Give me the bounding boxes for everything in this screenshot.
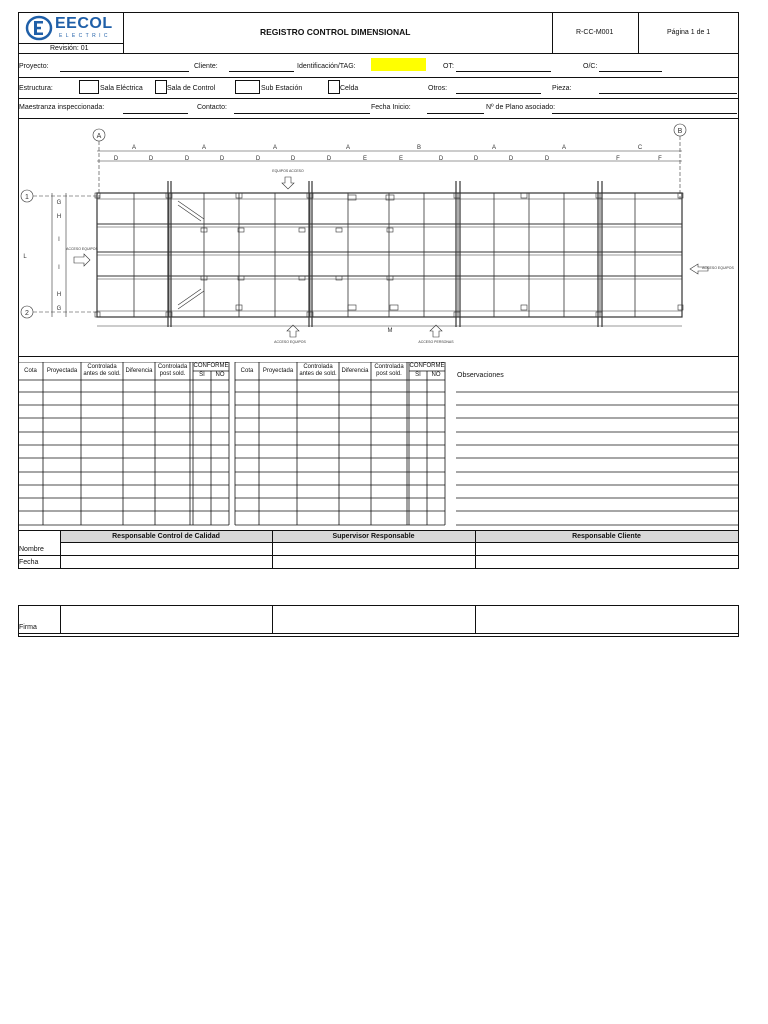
top-dim-label: C — [637, 145, 643, 151]
firma-bottom-double — [18, 633, 739, 634]
left-dim-label: H — [56, 214, 62, 220]
left-dim-label: I — [58, 265, 60, 271]
firma-label: Firma — [19, 624, 37, 631]
firma-calidad-field[interactable] — [61, 606, 271, 633]
oc-label: O/C: — [583, 63, 598, 70]
pieza-label: Pieza: — [552, 85, 572, 92]
col-conforme: CONFORME — [193, 363, 229, 369]
logo-icon — [25, 15, 55, 41]
sub-dim-label: D — [219, 156, 225, 162]
otros-field[interactable] — [456, 93, 541, 94]
sala-control-label: Sala de Control — [167, 85, 216, 92]
col-cota: Cota — [240, 367, 254, 374]
plano-field[interactable] — [552, 113, 737, 114]
left-dim-label: G — [56, 200, 62, 206]
row-1-label: 1 — [25, 194, 29, 201]
contacto-field[interactable] — [234, 113, 370, 114]
otros-label: Otros: — [428, 85, 448, 92]
bottom-dim-label: M — [387, 328, 393, 334]
document-title: REGISTRO CONTROL DIMENSIONAL — [260, 27, 411, 37]
sala-electrica-checkbox[interactable] — [79, 80, 99, 94]
left-dim-label: G — [56, 306, 62, 312]
access-top-label: EQUIPOS ACCESO — [272, 169, 304, 173]
top-dim-label: A — [561, 145, 567, 151]
sub-estacion-label: Sub Estación — [261, 85, 303, 92]
col-controlada-post: Controlada post sold. — [374, 364, 404, 377]
resp-cliente-header: Responsable Cliente — [572, 533, 641, 540]
top-dim-label: A — [201, 145, 207, 151]
sub-dim-label: D — [184, 156, 190, 162]
oc-field[interactable] — [599, 71, 662, 72]
pieza-field[interactable] — [599, 93, 737, 94]
firma-cliente-field[interactable] — [476, 606, 737, 633]
sub-dim-label: D — [255, 156, 261, 162]
resp-calidad-header: Responsable Control de Calidad — [112, 533, 220, 540]
cliente-label: Cliente: — [194, 63, 218, 70]
sub-dim-label: D — [544, 156, 550, 162]
cliente-field[interactable] — [229, 71, 294, 72]
row-separator — [18, 98, 739, 99]
col-si: SI — [415, 372, 421, 378]
sub-dim-label: D — [508, 156, 514, 162]
col-diferencia: Diferencia — [341, 367, 369, 374]
structure-plan-drawing — [18, 119, 738, 355]
celda-checkbox[interactable] — [328, 80, 340, 94]
sig-bottom-border — [18, 568, 739, 569]
form-border-right — [738, 54, 739, 569]
left-total-label: L — [23, 254, 27, 260]
left-dim-label: I — [58, 237, 60, 243]
sub-dim-label: E — [398, 156, 404, 162]
top-dim-label: A — [491, 145, 497, 151]
col-no: NO — [215, 372, 225, 378]
header-divider — [123, 12, 124, 54]
sala-control-checkbox[interactable] — [155, 80, 167, 94]
table-grid — [18, 362, 738, 527]
col-proyectada: Proyectada — [262, 367, 294, 374]
contacto-label: Contacto: — [197, 104, 227, 111]
plano-label: Nº de Plano asociado: — [486, 104, 556, 111]
ot-label: OT: — [443, 63, 454, 70]
access-arrow-top-icon — [282, 177, 294, 189]
sig-row-separator — [18, 555, 739, 556]
access-arrow-left-icon — [74, 254, 90, 266]
identificacion-label: Identificación/TAG: — [297, 63, 356, 70]
row-2-label: 2 — [25, 310, 29, 317]
row-separator — [18, 77, 739, 78]
ot-field[interactable] — [456, 71, 551, 72]
col-conforme: CONFORME — [409, 363, 445, 369]
proyecto-field[interactable] — [60, 71, 189, 72]
sub-estacion-checkbox[interactable] — [235, 80, 260, 94]
observaciones-label: Observaciones — [457, 372, 504, 379]
col-controlada-post: Controlada post sold. — [157, 364, 188, 377]
sub-dim-label: D — [326, 156, 332, 162]
firma-supervisor-field[interactable] — [273, 606, 474, 633]
col-proyectada: Proyectada — [46, 367, 78, 374]
sala-electrica-label: Sala Eléctrica — [100, 85, 143, 92]
sub-dim-label: F — [658, 156, 662, 162]
supervisor-header: Supervisor Responsable — [332, 533, 415, 540]
sub-dim-label: D — [438, 156, 444, 162]
access-arrow-bottom-1-icon — [287, 325, 299, 337]
grid-a-label: A — [96, 133, 102, 140]
col-si: SI — [199, 372, 205, 378]
top-dim-label: A — [345, 145, 351, 151]
col-controlada-antes: Controlada antes de sold. — [299, 364, 337, 377]
estructura-label: Estructura: — [19, 85, 53, 92]
maestranza-field[interactable] — [123, 113, 188, 114]
nombre-label: Nombre — [19, 546, 44, 553]
top-dim-label: A — [131, 145, 137, 151]
top-dim-label: A — [272, 145, 278, 151]
fecha-label: Fecha — [19, 559, 39, 566]
page-number: Página 1 de 1 — [667, 29, 711, 36]
revision-label: Revisión: 01 — [50, 45, 89, 52]
sub-dim-label: D — [113, 156, 119, 162]
left-dim-label: H — [56, 292, 62, 298]
header-divider — [552, 12, 553, 54]
drawing-bottom-border — [18, 356, 739, 357]
proyecto-label: Proyecto: — [19, 63, 49, 70]
grid-b-label: B — [677, 128, 683, 135]
logo-subtext: ELECTRIC — [59, 33, 111, 39]
access-left-label: ACCESO EQUIPOS — [66, 247, 98, 251]
document-code: R-CC-M001 — [576, 29, 614, 36]
col-no: NO — [431, 372, 441, 378]
access-bottom-2-label: ACCESO PERSONAS — [418, 340, 454, 344]
celda-label: Celda — [340, 85, 359, 92]
identificacion-field[interactable] — [371, 58, 426, 71]
col-controlada-antes: Controlada antes de sold. — [83, 364, 121, 377]
sub-dim-label: D — [290, 156, 296, 162]
header-divider — [638, 12, 639, 54]
sub-dim-label: E — [362, 156, 368, 162]
fecha-inicio-field[interactable] — [427, 113, 484, 114]
col-diferencia: Diferencia — [125, 367, 153, 374]
sub-dim-label: D — [473, 156, 479, 162]
maestranza-label: Maestranza inspeccionada: — [19, 104, 105, 111]
measurement-table — [18, 362, 738, 527]
company-logo — [25, 14, 117, 42]
fecha-inicio-label: Fecha Inicio: — [371, 104, 411, 111]
logo-text: EECOL — [55, 15, 113, 32]
sig-row-separator — [60, 542, 739, 543]
access-arrow-bottom-2-icon — [430, 325, 442, 337]
col-cota: Cota — [24, 367, 37, 374]
access-right-label: ACCESO EQUIPOS — [702, 266, 734, 270]
access-bottom-1-label: ACCESO EQUIPOS — [274, 340, 306, 344]
sub-dim-label: D — [148, 156, 154, 162]
top-dim-label: B — [416, 145, 422, 151]
sub-dim-label: F — [616, 156, 620, 162]
